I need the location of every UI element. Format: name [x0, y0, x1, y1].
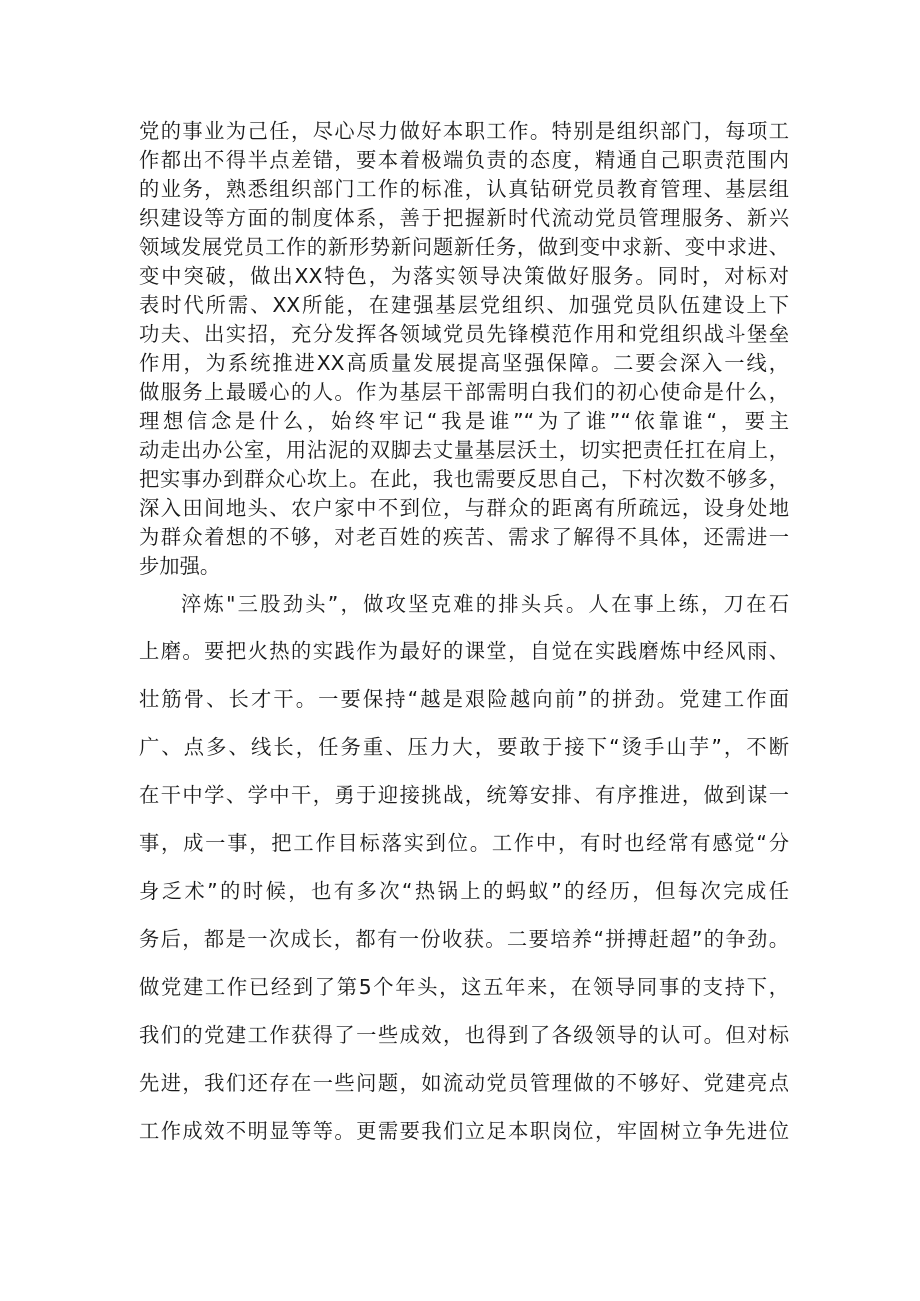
paragraph-line: 工作成效不明显等等。更需要我们立足本职岗位，牢固树立争先进位 [139, 1119, 789, 1143]
paragraph-line: 淬炼"三股劲头”，做攻坚克难的排头兵。人在事上练，刀在石 [181, 592, 789, 616]
paragraph-line: 党的事业为己任，尽心尽力做好本职工作。特别是组织部门，每项工 [139, 119, 789, 143]
paragraph-line: 步加强。 [139, 554, 221, 578]
paragraph-line: 把实事办到群众心坎上。在此，我也需要反思自己，下村次数不够多， [139, 467, 789, 491]
paragraph-line: 做党建工作已经到了第5个年头，这五年来，在领导同事的支持下， [139, 975, 789, 999]
paragraph-line: 我们的党建工作获得了一些成效，也得到了各级领导的认可。但对标 [139, 1023, 789, 1047]
paragraph-line: 变中突破，做出XX特色，为落实领导决策做好服务。同时，对标对 [139, 264, 789, 288]
paragraph-line: 理想信念是什么，始终牢记“我是谁”“为了谁”“依靠谁“，要主 [139, 409, 789, 433]
paragraph-line: 在干中学、学中干，勇于迎接挑战，统筹安排、有序推进，做到谋一 [139, 783, 789, 807]
paragraph-line: 壮筋骨、长才干。一要保持“越是艰险越向前”的拼劲。党建工作面 [139, 687, 789, 711]
paragraph-line: 功夫、出实招，充分发挥各领域党员先锋模范作用和党组织战斗堡垒 [139, 322, 789, 346]
paragraph-line: 做服务上最暖心的人。作为基层干部需明白我们的初心使命是什么， [139, 380, 789, 404]
paragraph-line: 作用，为系统推进XX高质量发展提高坚强保障。二要会深入一线， [139, 351, 789, 375]
paragraph-line: 为群众着想的不够，对老百姓的疾苦、需求了解得不具体，还需进一 [139, 525, 789, 549]
paragraph-line: 动走出办公室，用沾泥的双脚去丈量基层沃土，切实把责任扛在肩上， [139, 438, 789, 462]
paragraph-line: 织建设等方面的制度体系，善于把握新时代流动党员管理服务、新兴 [139, 206, 789, 230]
paragraph-line: 广、点多、线长，任务重、压力大，要敢于接下“烫手山芋”，不断 [139, 735, 789, 759]
paragraph-line: 上磨。要把火热的实践作为最好的课堂，自觉在实践磨炼中经风雨、 [139, 639, 789, 663]
paragraph-line: 身乏术”的时候，也有多次“热锅上的蚂蚁”的经历，但每次完成任 [139, 879, 789, 903]
paragraph-line: 作都出不得半点差错，要本着极端负责的态度，精通自己职责范围内 [139, 148, 789, 172]
paragraph-line: 的业务，熟悉组织部门工作的标准，认真钻研党员教育管理、基层组 [139, 177, 789, 201]
paragraph-line: 表时代所需、XX所能，在建强基层党组织、加强党员队伍建设上下 [139, 293, 789, 317]
paragraph-line: 深入田间地头、农户家中不到位，与群众的距离有所疏远，设身处地 [139, 496, 789, 520]
paragraph-line: 先进，我们还存在一些问题，如流动党员管理做的不够好、党建亮点 [139, 1071, 789, 1095]
paragraph-line: 事，成一事，把工作目标落实到位。工作中，有时也经常有感觉“分 [139, 831, 789, 855]
paragraph-line: 务后，都是一次成长，都有一份收获。二要培养“拼搏赶超”的争劲。 [139, 927, 789, 951]
paragraph-line: 领域发展党员工作的新形势新问题新任务，做到变中求新、变中求进、 [139, 235, 789, 259]
